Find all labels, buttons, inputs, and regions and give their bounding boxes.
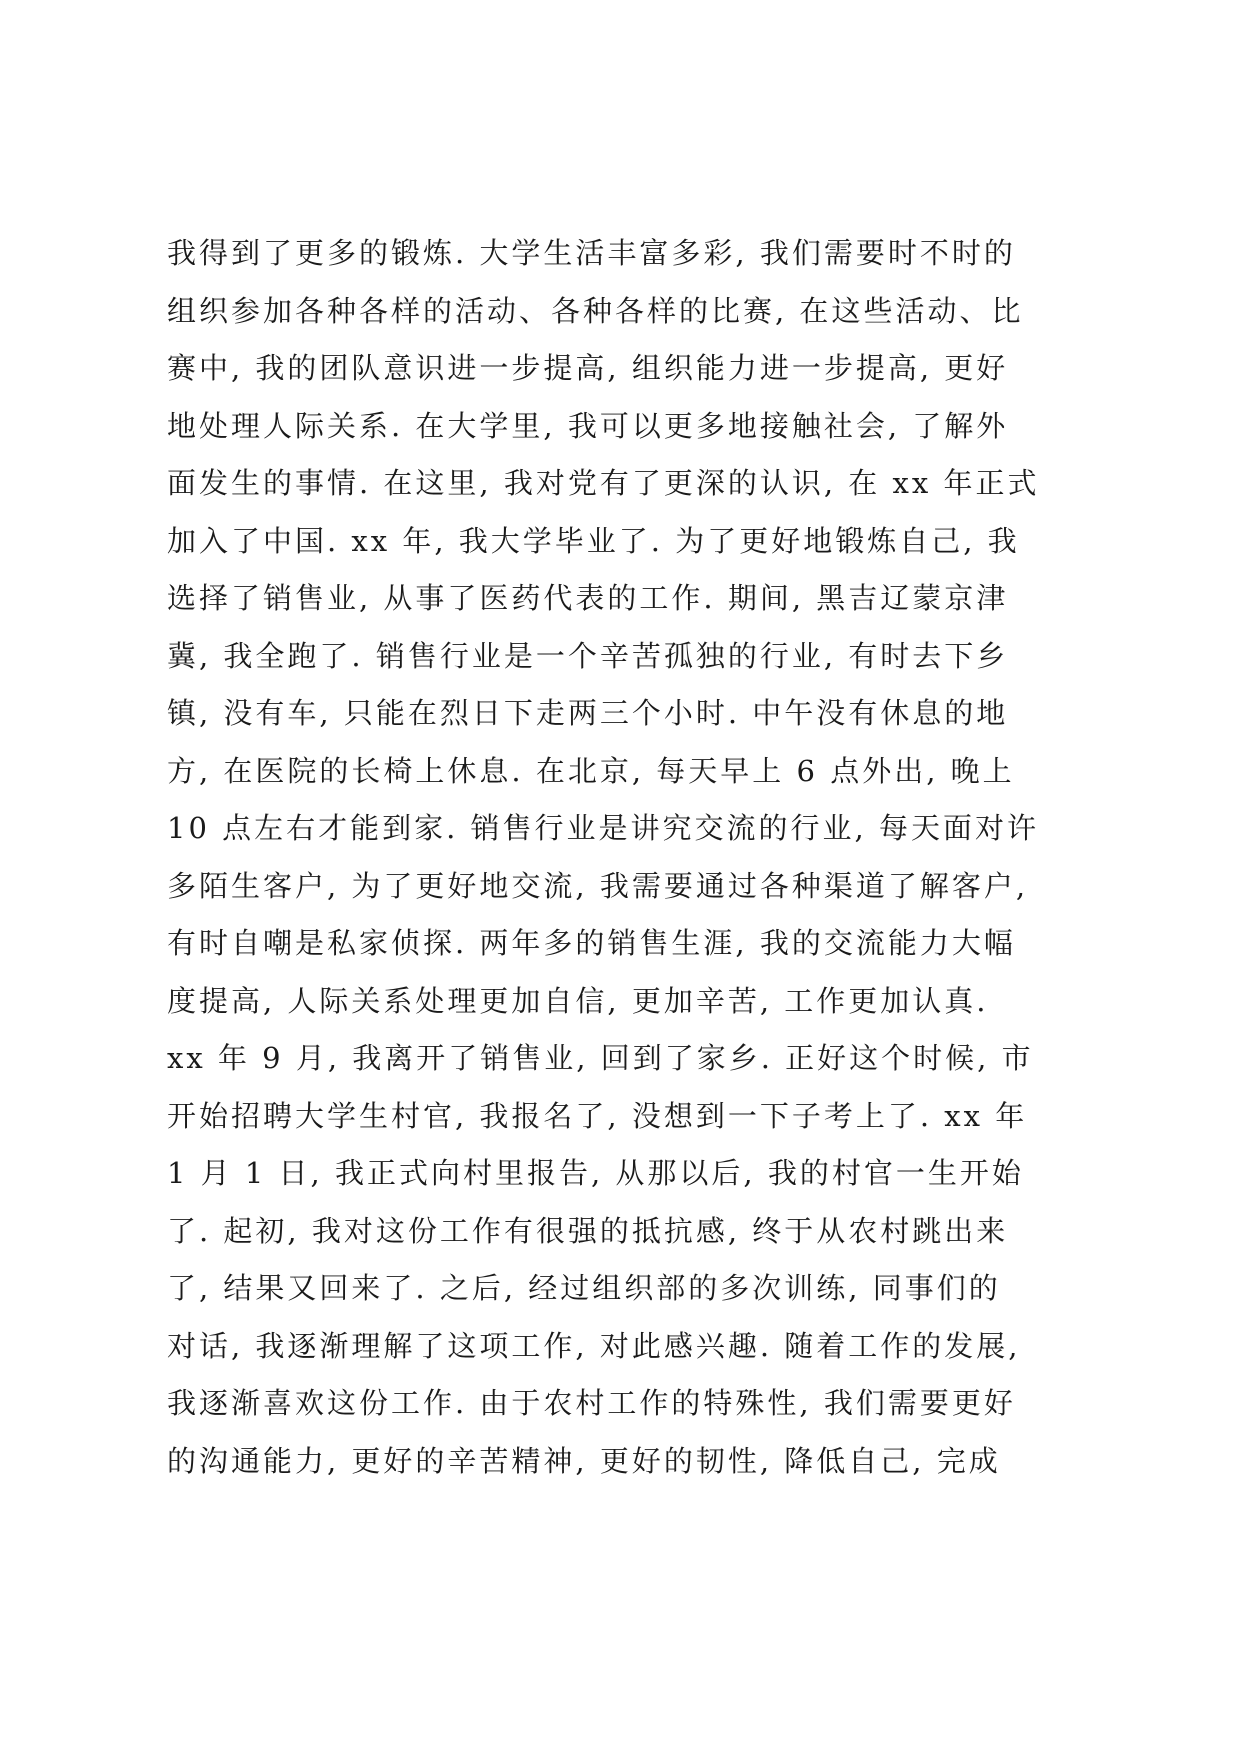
text-line-11: 10 点左右才能到家. 销售行业是讲究交流的行业, 每天面对许 [167,811,1039,845]
text-line-1: 我得到了更多的锻炼. 大学生活丰富多彩, 我们需要时不时的 [167,236,1016,270]
text-line-7: 选择了销售业, 从事了医药代表的工作. 期间, 黑吉辽蒙京津 [167,581,1009,615]
text-line-21: 我逐渐喜欢这份工作. 由于农村工作的特殊性, 我们需要更好 [167,1386,1016,1420]
text-line-4: 地处理人际关系. 在大学里, 我可以更多地接触社会, 了解外 [167,408,1009,443]
text-line-8: 冀, 我全跑了. 销售行业是一个辛苦孤独的行业, 有时去下乡 [167,638,1009,673]
body-text [167,225,1087,1490]
text-line-2: 组织参加各种各样的活动、各种各样的比赛, 在这些活动、比 [167,293,1024,328]
text-line-6: 加入了中国. xx 年, 我大学毕业了. 为了更好地锻炼自己, 我 [167,523,1020,558]
text-line-5: 面发生的事情. 在这里, 我对党有了更深的认识, 在 xx 年正式 [167,466,1040,500]
text-line-19: 了, 结果又回来了. 之后, 经过组织部的多次训练, 同事们的 [167,1271,1001,1305]
text-line-18: 了. 起初, 我对这份工作有很强的抵抗感, 终于从农村跳出来 [167,1213,1009,1248]
text-line-9: 镇, 没有车, 只能在烈日下走两三个小时. 中午没有休息的地 [167,696,1009,730]
text-line-16: 开始招聘大学生村官, 我报名了, 没想到一下子考上了. xx 年 [167,1098,1028,1133]
text-line-3: 赛中, 我的团队意识进一步提高, 组织能力进一步提高, 更好 [167,351,1009,385]
text-line-12: 多陌生客户, 为了更好地交流, 我需要通过各种渠道了解客户, [167,868,1029,903]
text-line-20: 对话, 我逐渐理解了这项工作, 对此感兴趣. 随着工作的发展, [167,1328,1021,1363]
text-line-10: 方, 在医院的长椅上休息. 在北京, 每天早上 6 点外出, 晚上 [167,753,1015,788]
text-line-14: 度提高, 人际关系处理更加自信, 更加辛苦, 工作更加认真. [167,983,989,1018]
text-line-15: xx 年 9 月, 我离开了销售业, 回到了家乡. 正好这个时候, 市 [167,1041,1034,1075]
text-line-13: 有时自嘲是私家侦探. 两年多的销售生涯, 我的交流能力大幅 [167,926,1016,960]
text-line-22: 的沟通能力, 更好的辛苦精神, 更好的韧性, 降低自己, 完成 [167,1443,1001,1478]
text-line-17: 1 月 1 日, 我正式向村里报告, 从那以后, 我的村官一生开始 [167,1156,1024,1190]
